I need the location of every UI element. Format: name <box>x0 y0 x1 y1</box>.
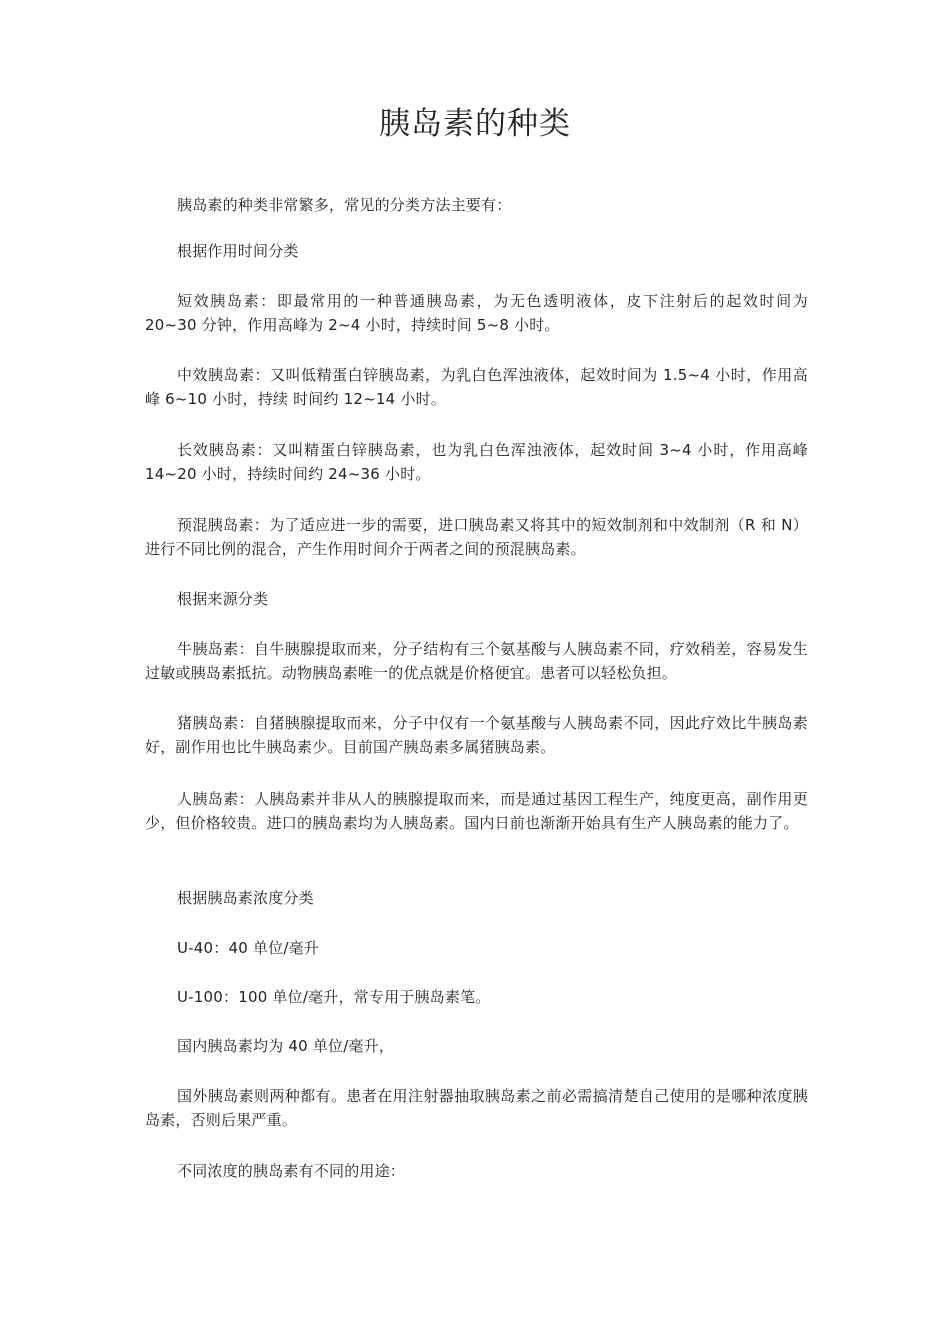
paragraph-u100: U-100：100 单位/毫升，常专用于胰岛素笔。 <box>177 988 491 1006</box>
paragraph-foreign: 国外胰岛素则两种都有。患者在用注射器抽取胰岛素之前必需搞清楚自己使用的是哪种浓度胰岛素，否则后果严重。 <box>145 1087 808 1129</box>
paragraph-short-acting: 短效胰岛素：即最常用的一种普通胰岛素，为无色透明液体，皮下注射后的起效时间为 20~30 分钟，作用高峰为 2~4 小时，持续时间 5~8 小时。 <box>145 292 808 334</box>
section-heading-by-concentration: 根据胰岛素浓度分类 <box>177 889 314 907</box>
paragraph-premixed: 预混胰岛素：为了适应进一步的需要，进口胰岛素又将其中的短效制剂和中效制剂（R 和 N）进行不同比例的混合，产生作用时间介于两者之间的预混胰岛素。 <box>145 516 808 558</box>
paragraph-intermediate-acting: 中效胰岛素：又叫低精蛋白锌胰岛素，为乳白色浑浊液体，起效时间为 1.5~4 小时，作用高峰 6~10 小时，持续 时间约 12~14 小时。 <box>145 366 808 408</box>
intro-paragraph: 胰岛素的种类非常繁多，常见的分类方法主要有： <box>177 196 512 214</box>
paragraph-human: 人胰岛素：人胰岛素并非从人的胰腺提取而来，而是通过基因工程生产，纯度更高，副作用更少，但价格较贵。进口的胰岛素均为人胰岛素。国内日前也渐渐开始具有生产人胰岛素的能力了。 <box>145 790 808 832</box>
section-heading-by-source: 根据来源分类 <box>177 590 269 608</box>
paragraph-long-acting: 长效胰岛素：又叫精蛋白锌胰岛素，也为乳白色浑浊液体，起效时间 3~4 小时，作用高峰 14~20 小时，持续时间约 24~36 小时。 <box>145 441 808 483</box>
paragraph-u40: U-40：40 单位/毫升 <box>177 939 319 957</box>
paragraph-uses: 不同浓度的胰岛素有不同的用途： <box>177 1162 406 1180</box>
paragraph-domestic: 国内胰岛素均为 40 单位/毫升， <box>177 1037 395 1055</box>
paragraph-porcine: 猪胰岛素：自猪胰腺提取而来，分子中仅有一个氨基酸与人胰岛素不同，因此疗效比牛胰岛素好，副作用也比牛胰岛素少。目前国产胰岛素多属猪胰岛素。 <box>145 714 808 756</box>
paragraph-bovine: 牛胰岛素：自牛胰腺提取而来，分子结构有三个氨基酸与人胰岛素不同，疗效稍差，容易发生过敏或胰岛素抵抗。动物胰岛素唯一的优点就是价格便宜。患者可以轻松负担。 <box>145 640 808 682</box>
page-title: 胰岛素的种类 <box>379 106 571 142</box>
section-heading-by-action-time: 根据作用时间分类 <box>177 242 299 260</box>
